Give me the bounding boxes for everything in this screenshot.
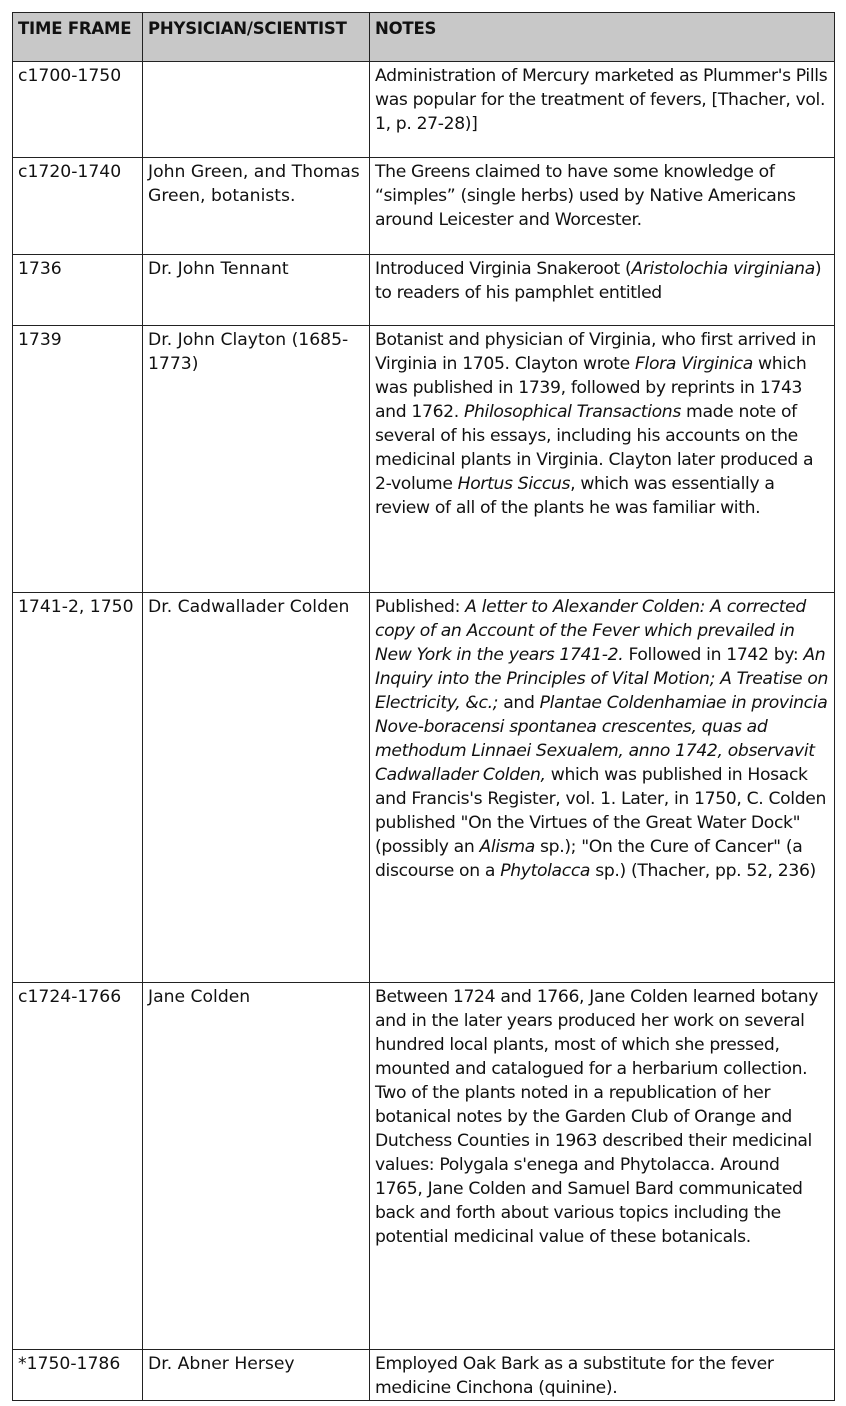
table-row [13, 62, 835, 158]
header-notes: NOTES [370, 13, 835, 62]
notes-text: Between 1724 and 1766, Jane Colden learned botany and in the later years produced her work on several hundred local plants, most of which she pressed, mounted and catalogued for a herbarium collection. Two of the plants noted in a republication of her botanical notes by the Garden Club of Orange and Dutchess Counties in 1963 described their medicinal values: Polygala s'enega and Phytolacca. Around 1765, Jane Colden and Samuel Bard communicated back and forth about various topics including the potential medicinal value of these botanicals. [375, 987, 819, 1247]
notes-cell [370, 593, 835, 983]
notes-italic-text: Phytolacca [500, 861, 591, 881]
notes-text: , which was essentially a review of all of the plants he was familiar with. [375, 474, 775, 518]
notes-cell [370, 326, 835, 593]
header-row [13, 13, 835, 62]
physician-cell: Jane Colden [143, 983, 370, 1350]
notes-text: ) to readers of his pamphlet entitled [375, 259, 822, 303]
notes-text: Introduced Virginia Snakeroot ( [375, 259, 632, 279]
notes-italic-text: Plantae Coldenhamiae in provincia Nove-boracensi spontanea crescentes, quas ad methodum Linnaei Sexualem, anno 1742, observavit Cadwallader Colden, [375, 693, 828, 785]
notes-italic-text: A letter to Alexander Colden: A corrected copy of an Account of the Fever which prevailed in New York in the years 1741-2. [375, 597, 806, 665]
table-row [13, 593, 835, 983]
notes-cell [370, 1350, 835, 1401]
notes-text: The Greens claimed to have some knowledge of “simples” (single herbs) used by Native Americans around Leicester and Worcester. [375, 162, 796, 230]
time-frame-cell: 1739 [13, 326, 143, 593]
notes-text: Employed Oak Bark as a substitute for the fever medicine Cinchona (quinine). [375, 1354, 774, 1398]
notes-cell [370, 983, 835, 1350]
notes-text: Botanist and physician of Virginia, who first arrived in Virginia in 1705. Clayton wrote [375, 330, 817, 374]
table-row [13, 255, 835, 326]
physician-cell: Dr. Abner Hersey [143, 1350, 370, 1401]
time-frame-cell: c1700-1750 [13, 62, 143, 158]
time-frame-cell: 1741-2, 1750 [13, 593, 143, 983]
notes-text: Followed in 1742 by: [623, 645, 804, 665]
time-frame-cell: c1720-1740 [13, 158, 143, 255]
table-row [13, 1350, 835, 1401]
physician-cell: Dr. John Clayton (1685-1773) [143, 326, 370, 593]
table-row [13, 158, 835, 255]
table-row [13, 983, 835, 1350]
notes-italic-text: An Inquiry into the Principles of Vital Motion; A Treatise on Electricity, &c.; [375, 645, 829, 713]
notes-italic-text: Alisma [479, 837, 535, 857]
notes-text: and [498, 693, 540, 713]
physician-cell: Dr. John Tennant [143, 255, 370, 326]
notes-italic-text: Philosophical Transactions [463, 402, 681, 422]
notes-text: sp.) (Thacher, pp. 52, 236) [590, 861, 816, 881]
notes-text: which was published in 1739, followed by reprints in 1743 and 1762. [375, 354, 807, 422]
header-physician-scientist: PHYSICIAN/SCIENTIST [143, 13, 370, 62]
notes-text: Published: [375, 597, 466, 617]
notes-text: which was published in Hosack and Francis's Register, vol. 1. Later, in 1750, C. Colden published "On the Virtues of the Great Water Dock" (possibly an [375, 765, 827, 857]
notes-text: Administration of Mercury marketed as Plummer's Pills was popular for the treatment of fevers, [Thacher, vol. 1, p. 27-28)] [375, 66, 828, 134]
table-body [13, 62, 835, 1401]
notes-text: sp.); "On the Cure of Cancer" (a discourse on a [375, 837, 803, 881]
notes-text: made note of several of his essays, including his accounts on the medicinal plants in Virginia. Clayton later produced a 2-volume [375, 402, 814, 494]
physician-cell: John Green, and Thomas Green, botanists. [143, 158, 370, 255]
table-row [13, 326, 835, 593]
time-frame-cell: c1724-1766 [13, 983, 143, 1350]
physician-cell [143, 62, 370, 158]
notes-cell [370, 158, 835, 255]
notes-cell [370, 255, 835, 326]
history-table [12, 12, 835, 1401]
table-header [13, 13, 835, 62]
physician-cell: Dr. Cadwallader Colden [143, 593, 370, 983]
header-time-frame: TIME FRAME [13, 13, 143, 62]
notes-cell [370, 62, 835, 158]
time-frame-cell: 1736 [13, 255, 143, 326]
notes-italic-text: Flora Virginica [635, 354, 753, 374]
notes-italic-text: Aristolochia virginiana [631, 259, 815, 279]
notes-italic-text: Hortus Siccus [457, 474, 571, 494]
time-frame-cell: *1750-1786 [13, 1350, 143, 1401]
